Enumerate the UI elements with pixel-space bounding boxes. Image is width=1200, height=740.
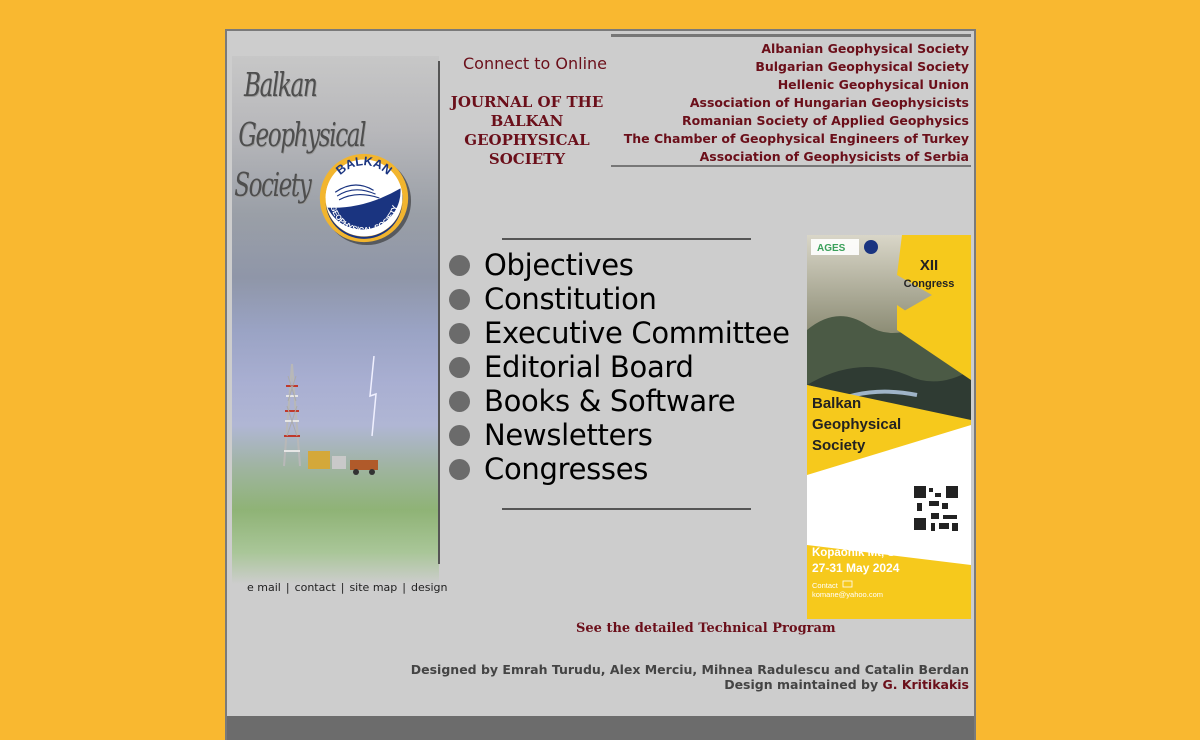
menu-item-newsletters[interactable]: [449, 418, 790, 452]
badge-icon: [864, 240, 878, 254]
societies-bottom-rule: [611, 165, 971, 167]
poster-contact-label: Contact: [812, 581, 838, 590]
menu-item-label: Books & Software: [484, 384, 736, 418]
svg-text:GEOPHYSICAL SOCIETY: GEOPHYSICAL SOCIETY: [328, 204, 400, 235]
congress-number: XII: [919, 257, 939, 274]
footer-bar: [227, 716, 974, 740]
designed-by: Designed by Emrah Turudu, Alex Merciu, Mihnea Radulescu and Catalin Berdan: [410, 662, 969, 677]
poster-contact-email: komane@yahoo.com: [812, 590, 883, 599]
congress-poster[interactable]: [807, 235, 971, 619]
bullet-icon: [449, 357, 470, 378]
societies-top-rule: [611, 34, 971, 37]
society-link-albania[interactable]: Albanian Geophysical Society: [761, 41, 969, 56]
technical-program-link[interactable]: See the detailed Technical Program: [576, 621, 836, 636]
journal-link[interactable]: JOURNAL OF THE BALKAN GEOPHYSICAL SOCIETY: [450, 93, 604, 168]
menu-item-label: Editorial Board: [484, 350, 694, 384]
society-link-bulgaria[interactable]: Bulgarian Geophysical Society: [755, 59, 969, 74]
member-societies-list: [624, 40, 969, 166]
design-link[interactable]: design: [410, 581, 448, 594]
society-link-hungary[interactable]: Association of Hungarian Geophysicists: [689, 95, 969, 110]
bullet-icon: [449, 459, 470, 480]
bullet-icon: [449, 391, 470, 412]
menu-item-executive-committee[interactable]: [449, 316, 790, 350]
svg-text:BALKAN: BALKAN: [333, 154, 395, 178]
society-link-serbia[interactable]: Association of Geophysicists of Serbia: [699, 149, 969, 164]
menu-top-rule: [502, 238, 751, 240]
main-menu: [449, 248, 790, 486]
society-link-greece[interactable]: Hellenic Geophysical Union: [777, 77, 969, 92]
society-link-turkey[interactable]: The Chamber of Geophysical Engineers of Turkey: [623, 131, 969, 146]
menu-item-objectives[interactable]: [449, 248, 790, 282]
poster-dates: 27-31 May 2024: [812, 561, 900, 575]
congress-label: Congress: [903, 278, 955, 290]
menu-item-editorial-board[interactable]: [449, 350, 790, 384]
maintained-by: [411, 677, 969, 692]
society-badge-icon: [316, 150, 412, 246]
bullet-icon: [449, 255, 470, 276]
menu-item-label: Objectives: [484, 248, 634, 282]
bullet-icon: [449, 323, 470, 344]
logo-line-1: Balkan: [244, 65, 317, 104]
menu-item-label: Newsletters: [484, 418, 653, 452]
bullet-icon: [449, 289, 470, 310]
menu-item-label: Constitution: [484, 282, 657, 316]
logo-line-3: Society: [234, 165, 311, 204]
contact-link[interactable]: contact: [294, 581, 336, 594]
menu-item-label: Executive Committee: [484, 316, 790, 350]
menu-item-books-software[interactable]: [449, 384, 790, 418]
ages-logo: AGES: [817, 243, 846, 254]
menu-bottom-rule: [502, 508, 751, 510]
drilling-rig-icon: [280, 356, 390, 491]
main-panel: [225, 29, 976, 740]
connect-online-label[interactable]: Connect to Online: [463, 54, 607, 73]
maintained-prefix: Design maintained by: [724, 677, 879, 692]
site-map-link[interactable]: site map: [349, 581, 398, 594]
credits: [411, 662, 969, 692]
email-link[interactable]: e mail: [247, 581, 281, 594]
menu-item-constitution[interactable]: [449, 282, 790, 316]
logo-image[interactable]: [232, 56, 439, 584]
footer-nav: e mail | contact | site map | design: [247, 581, 448, 594]
logo-line-2: Geophysical: [238, 115, 366, 154]
column-divider: [438, 61, 440, 564]
poster-title-line-2: Geophysical: [812, 416, 902, 433]
society-link-romania[interactable]: Romanian Society of Applied Geophysics: [682, 113, 969, 128]
poster-location: Kopaonik Mt, Serbia: [812, 547, 923, 559]
menu-item-congresses[interactable]: [449, 452, 790, 486]
poster-title-line-3: Society: [812, 437, 866, 454]
poster-title-line-1: Balkan: [812, 395, 862, 412]
qr-code-icon: [911, 483, 961, 533]
menu-item-label: Congresses: [484, 452, 649, 486]
maintainer-link[interactable]: G. Kritikakis: [882, 677, 969, 692]
bullet-icon: [449, 425, 470, 446]
